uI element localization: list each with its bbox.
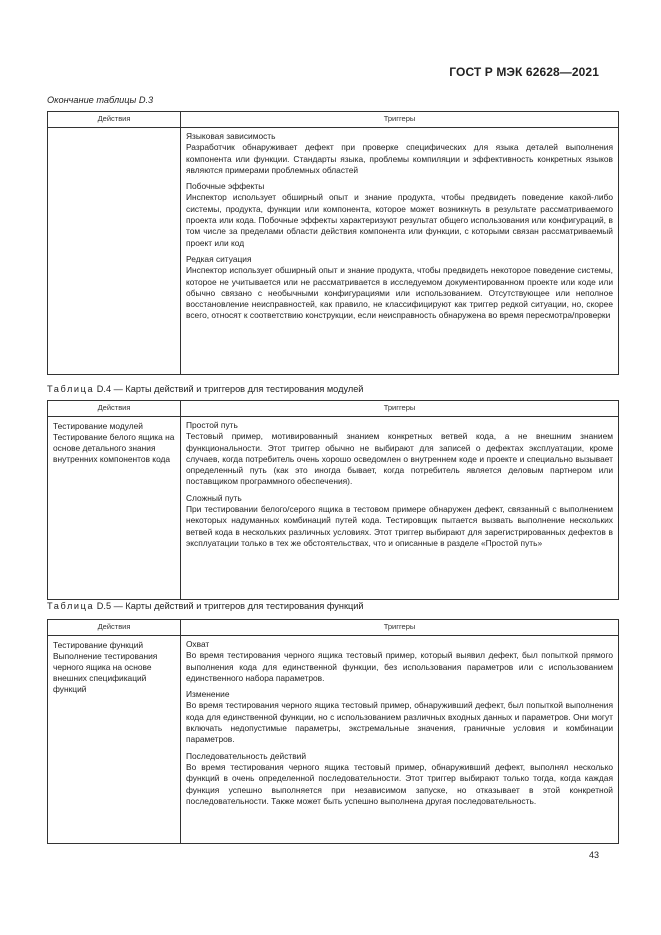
column-header-actions: Действия bbox=[48, 620, 181, 636]
trigger-block bbox=[186, 493, 613, 549]
table-caption-text: D.4 — Карты действий и триггеров для тестирования модулей bbox=[96, 384, 364, 394]
table-d3-caption: Окончание таблицы D.3 bbox=[47, 95, 154, 105]
trigger-text: Тестовый пример, мотивированный знанием конкретных ветвей кода, а не внешним знанием функциональности. Этот триггер обычно не выбирают для записей о дефектах эксплуатации, кроме случаев, когда потребитель очень хорошо осведомлен о внутреннем коде и проекте и специально вызывает определенный путь (как это иногда бывает, когда потребитель является деловым партнером или поставщиком программного обеспечения). bbox=[186, 431, 613, 487]
trigger-title: Языковая зависимость bbox=[186, 131, 276, 141]
trigger-text: Во время тестирования черного ящика тестовый пример, обнаруживший дефект, был попыткой выполнения кода для единственной функции, но с использованием различных входных данных и параметров. Они могут включать недопустимые параметры, экстремальные значения, граничные условия и комбинации параметров. bbox=[186, 700, 613, 745]
table-caption-text: D.5 — Карты действий и триггеров для тестирования функций bbox=[96, 601, 364, 611]
actions-cell: Тестирование модулей Тестирование белого ящика на основе детального знания внутренних компонентов кода bbox=[48, 417, 181, 600]
column-header-triggers: Триггеры bbox=[181, 620, 619, 636]
trigger-block bbox=[186, 420, 613, 488]
table-d3 bbox=[47, 111, 619, 375]
triggers-cell bbox=[181, 417, 619, 600]
trigger-block bbox=[186, 131, 613, 176]
trigger-title: Побочные эффекты bbox=[186, 181, 265, 192]
column-header-triggers: Триггеры bbox=[181, 112, 619, 128]
trigger-text: Во время тестирования черного ящика тестовый пример, который выявил дефект, был попыткой прямого выполнения кода для единственной функции, без использования параметров или с использованием единственного набора параметров. bbox=[186, 650, 613, 683]
table-d5-caption bbox=[47, 601, 364, 611]
trigger-block bbox=[186, 254, 613, 322]
column-header-actions: Действия bbox=[48, 401, 181, 417]
actions-cell bbox=[48, 128, 181, 375]
column-header-actions: Действия bbox=[48, 112, 181, 128]
trigger-title: Редкая ситуация bbox=[186, 253, 252, 264]
trigger-block bbox=[186, 639, 613, 684]
trigger-block bbox=[186, 751, 613, 807]
trigger-text: При тестировании белого/серого ящика в тестовом примере обнаружен дефект, связанный с выполнением некоторых надуманных комбинаций путей кода. Тестировщик пытается вызвать выполнение нескольких ветвей кода в нескольких различных условиях. Этот триггер выбирают для зарегистрированных дефектов в эксплуатации только в тех же обстоятельствах, что и описанные в разделе «Простой путь» bbox=[186, 504, 613, 548]
table-caption-prefix: Таблица bbox=[47, 384, 95, 394]
trigger-text: Инспектор использует обширный опыт и знание продукта, чтобы предвидеть поведение какой-либо системы, продукта, функции или компонента, которое может возникнуть в результате рассматриваемого проекта или кода. Побочные эффекты характеризуют результат общего использования или конфигураций, в том числе за пределами области действия компонента или функции, с которыми связан рассматриваемый проект или код bbox=[186, 192, 613, 248]
table-d4-caption bbox=[47, 384, 363, 394]
table-caption-prefix: Таблица bbox=[47, 601, 95, 611]
trigger-text: Разработчик обнаруживает дефект при проверке специфических для языка деталей выполнения компонента или функции. Стандарты языка, проблемы компиляции и эффективность конкретных языков являются примерами проблемных областей bbox=[186, 142, 613, 175]
trigger-title: Простой путь bbox=[186, 420, 238, 430]
trigger-text: Инспектор использует обширный опыт и знание продукта, чтобы предвидеть некоторое поведение системы, которое не учитывается или не рассматривается в исследуемом документированном проекте или коде или обычно связано с необычными конфигурациями или использованием. Отсутствующее или неполное восстановление неисправностей, как правило, не классифицируют как триггер редкой ситуации, но, скорее всего, относят к соответствию конструкции, если неисправность обнаружена во время пересмотра/проверки bbox=[186, 265, 613, 321]
page-number: 43 bbox=[588, 850, 599, 860]
triggers-cell bbox=[181, 128, 619, 375]
trigger-text: Во время тестирования черного ящика тестовый пример, обнаруживший дефект, выполнял несколько функций в очень определенной последовательности. Этот триггер выбирают только тогда, когда каждая функция успешно выполняется при независимом запуске, но отказывает в этой конкретной последовательности. Также может быть успешно выполнена другая последовательность. bbox=[186, 761, 613, 806]
trigger-block bbox=[186, 181, 613, 249]
standard-title: ГОСТ Р МЭК 62628—2021 bbox=[449, 65, 599, 79]
actions-cell: Тестирование функций Выполнение тестирования черного ящика на основе внешних спецификаций функций bbox=[48, 636, 181, 844]
trigger-title: Охват bbox=[186, 639, 210, 649]
triggers-cell bbox=[181, 636, 619, 844]
trigger-title: Сложный путь bbox=[186, 492, 242, 503]
table-d5 bbox=[47, 619, 619, 844]
trigger-title: Последовательность действий bbox=[186, 750, 307, 761]
table-d4 bbox=[47, 400, 619, 600]
trigger-title: Изменение bbox=[186, 689, 230, 700]
trigger-block bbox=[186, 689, 613, 745]
column-header-triggers: Триггеры bbox=[181, 401, 619, 417]
